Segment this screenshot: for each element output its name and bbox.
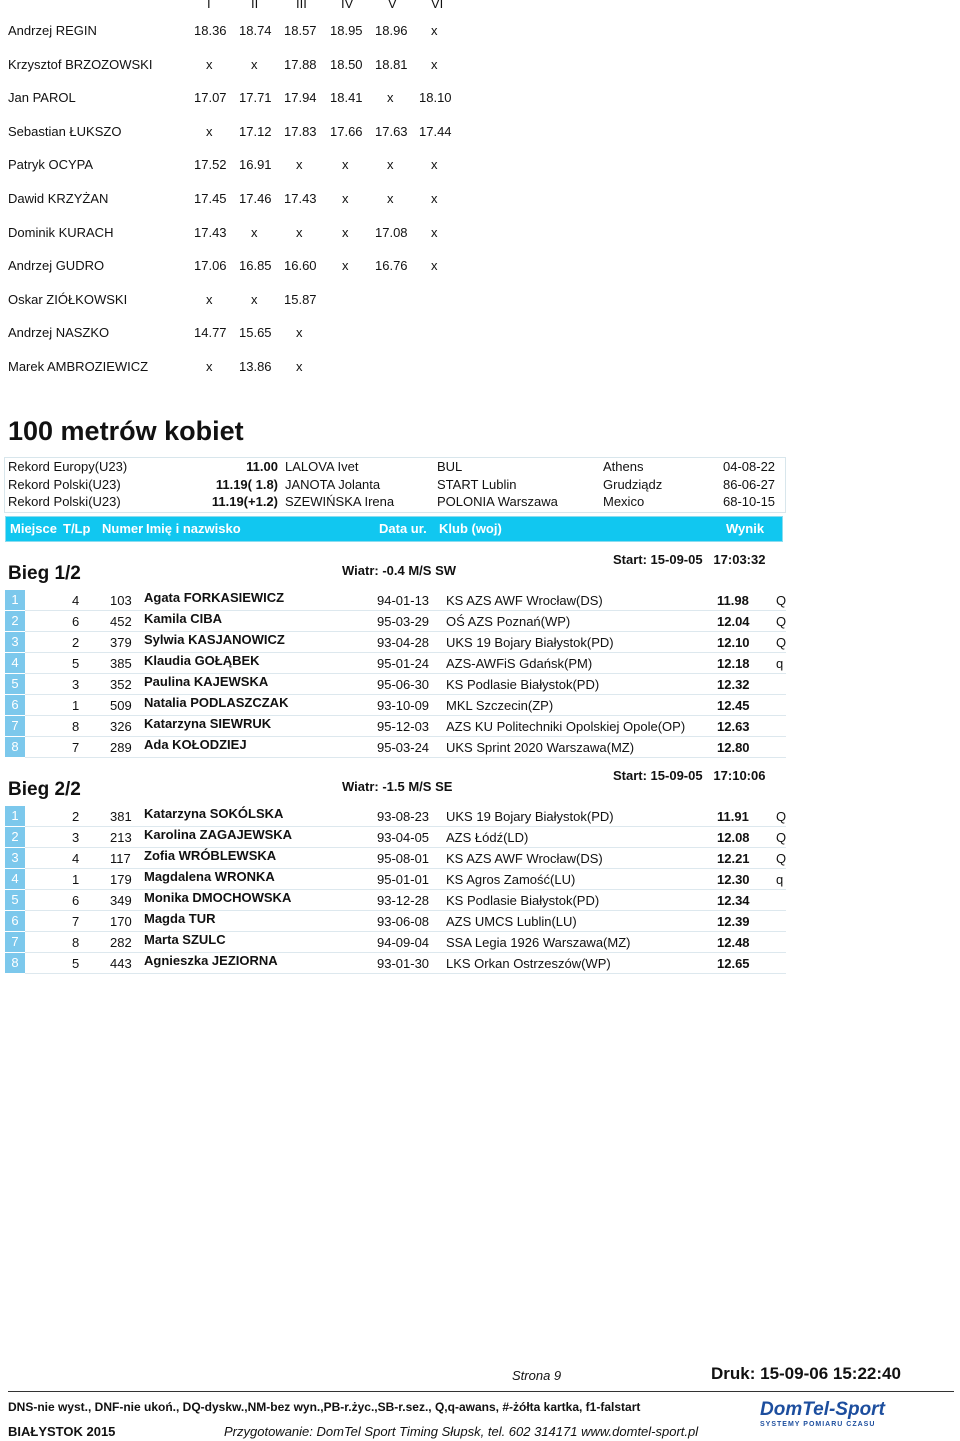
heat-2-title: Bieg 2/2 — [8, 779, 81, 800]
cell-name: Marta SZULC — [144, 932, 226, 947]
table-row — [5, 674, 781, 695]
attempt-row — [0, 292, 480, 312]
attempt-mark: 16.60 — [284, 258, 317, 274]
cell-bib: 282 — [110, 935, 132, 950]
cell-q: Q — [776, 635, 787, 650]
attempt-mark: 18.10 — [419, 90, 452, 106]
cell-result: 12.10 — [717, 635, 750, 650]
cell-name: Agata FORKASIEWICZ — [144, 590, 285, 605]
cell-bib: 509 — [110, 698, 132, 713]
cell-club: KS Podlasie Białystok(PD) — [446, 677, 600, 692]
table-row — [5, 716, 781, 737]
attempt-mark: 17.12 — [239, 123, 272, 139]
heat-2-wind: Wiatr: -1.5 M/S SE — [342, 779, 453, 794]
attempt-mark: x — [431, 258, 438, 274]
attempt-row — [0, 57, 480, 77]
record-date: 04-08-22 — [723, 459, 776, 474]
cell-lane: 8 — [72, 935, 80, 950]
cell-club: SSA Legia 1926 Warszawa(MZ) — [446, 935, 631, 950]
place-cell: 3 — [5, 632, 25, 653]
attempt-mark: x — [387, 157, 394, 173]
record-row — [0, 477, 785, 494]
place-cell: 7 — [5, 716, 25, 737]
cell-name: Magdalena WRONKA — [144, 869, 275, 884]
cell-result: 12.04 — [717, 614, 750, 629]
athlete-name: Sebastian ŁUKSZO — [8, 123, 122, 139]
cell-club: OŚ AZS Poznań(WP) — [446, 614, 571, 629]
record-date: 68-10-15 — [723, 494, 776, 509]
attempt-row — [0, 157, 480, 177]
record-label: Rekord Europy(U23) — [8, 459, 128, 474]
cell-lane: 2 — [72, 809, 80, 824]
attempt-mark: 18.96 — [375, 23, 408, 38]
event-title: 100 metrów kobiet — [8, 416, 244, 446]
attempt-mark: 17.43 — [284, 191, 317, 206]
record-city: Grudziądz — [603, 476, 663, 492]
table-row — [5, 806, 787, 827]
cell-bib: 326 — [110, 719, 132, 734]
place-cell: 7 — [5, 932, 25, 953]
record-mark: 11.00 — [246, 459, 278, 474]
place-cell: 3 — [5, 848, 25, 869]
attempt-mark: x — [251, 56, 258, 72]
col-club: Klub (woj) — [439, 521, 502, 536]
athlete-name: Andrzej NASZKO — [8, 325, 110, 341]
attempt-mark: x — [387, 90, 394, 106]
footer-print: Druk: 15-09-06 15:22:40 — [711, 1364, 901, 1383]
attempt-mark: x — [342, 224, 349, 240]
cell-dob: 95-01-01 — [377, 872, 430, 887]
cell-lane: 3 — [72, 830, 80, 845]
cell-dob: 95-12-03 — [377, 719, 430, 734]
cell-name: Karolina ZAGAJEWSKA — [144, 827, 293, 842]
cell-result: 12.18 — [717, 656, 750, 671]
table-row — [5, 890, 781, 911]
attempt-row — [0, 325, 480, 345]
athlete-name: Andrzej REGIN — [8, 23, 97, 38]
heat-1-wind: Wiatr: -0.4 M/S SW — [342, 563, 457, 578]
col-number: Numer — [102, 521, 144, 536]
record-date: 86-06-27 — [723, 476, 776, 492]
attempt-mark: 17.44 — [419, 123, 452, 139]
attempt-mark: 17.43 — [194, 224, 227, 240]
attempt-mark: x — [431, 56, 438, 72]
cell-name: Natalia PODLASZCZAK — [144, 695, 289, 710]
cell-club: UKS 19 Bojary Białystok(PD) — [446, 635, 614, 650]
cell-name: Klaudia GOŁĄBEK — [144, 653, 260, 668]
table-row — [5, 611, 787, 632]
cell-lane: 6 — [72, 893, 80, 908]
cell-result: 12.45 — [717, 698, 750, 713]
attempt-mark: 16.85 — [239, 258, 272, 274]
cell-dob: 94-01-13 — [377, 593, 430, 608]
athlete-name: Dominik KURACH — [8, 224, 114, 240]
cell-q: Q — [776, 809, 787, 824]
attempts-header — [0, 0, 480, 14]
cell-lane: 3 — [72, 677, 80, 692]
attempt-mark: 18.81 — [375, 56, 408, 72]
attempt-mark: x — [342, 157, 349, 173]
attempt-mark: x — [431, 157, 438, 173]
cell-bib: 381 — [110, 809, 132, 824]
cell-club: KS AZS AWF Wrocław(DS) — [446, 851, 603, 866]
cell-club: UKS 19 Bojary Białystok(PD) — [446, 809, 614, 824]
heat-1-start: Start: 15-09-05 17:03:32 — [613, 552, 766, 567]
table-row — [5, 911, 781, 932]
cell-lane: 1 — [72, 872, 80, 887]
place-cell: 5 — [5, 674, 25, 695]
record-mark: 11.19( 1.8) — [215, 476, 278, 492]
attempt-mark: 18.74 — [239, 23, 272, 38]
attempt-row — [0, 23, 480, 43]
row-divider — [25, 757, 786, 758]
table-row — [5, 632, 787, 653]
cell-bib: 349 — [110, 893, 132, 908]
place-cell: 2 — [5, 611, 25, 632]
cell-bib: 117 — [110, 851, 131, 866]
cell-q: q — [776, 656, 784, 671]
footer-event: BIAŁYSTOK 2015 — [8, 1424, 116, 1439]
cell-result: 12.32 — [717, 677, 750, 692]
attempt-mark: x — [431, 191, 438, 206]
athlete-name: Dawid KRZYŻAN — [8, 191, 109, 206]
cell-bib: 352 — [110, 677, 132, 692]
attempt-mark: x — [296, 325, 303, 341]
cell-dob: 93-10-09 — [377, 698, 430, 713]
record-city: Mexico — [603, 494, 645, 509]
attempt-mark: 16.76 — [375, 258, 408, 274]
athlete-name: Oskar ZIÓŁKOWSKI — [8, 291, 128, 307]
record-name: LALOVA Ivet — [285, 459, 359, 474]
cell-dob: 95-03-29 — [377, 614, 430, 629]
record-mark: 11.19(+1.2) — [211, 494, 278, 509]
attempt-mark: 16.91 — [239, 157, 272, 173]
cell-dob: 95-08-01 — [377, 851, 430, 866]
cell-lane: 7 — [72, 740, 80, 755]
place-cell: 4 — [5, 869, 25, 890]
attempt-mark: x — [251, 224, 258, 240]
place-cell: 1 — [5, 590, 25, 611]
cell-lane: 7 — [72, 914, 80, 929]
place-cell: 1 — [5, 806, 25, 827]
record-city: Athens — [603, 459, 644, 474]
heat-2-start: Start: 15-09-05 17:10:06 — [613, 768, 766, 783]
cell-club: AZS KU Politechniki Opolskiej Opole(OP) — [446, 719, 686, 734]
cell-dob: 93-04-05 — [377, 830, 430, 845]
cell-result: 12.34 — [717, 893, 750, 908]
cell-name: Monika DMOCHOWSKA — [144, 890, 292, 905]
place-cell: 8 — [5, 953, 25, 974]
cell-q: Q — [776, 830, 787, 845]
record-club: BUL — [437, 459, 463, 474]
record-name: JANOTA Jolanta — [285, 476, 381, 492]
attempt-mark: x — [387, 191, 394, 206]
cell-q: q — [776, 872, 784, 887]
table-row — [5, 695, 781, 716]
cell-bib: 213 — [110, 830, 132, 845]
attempt-mark: x — [296, 359, 303, 374]
attempt-mark: 17.45 — [194, 191, 227, 206]
attempt-mark: 17.06 — [194, 258, 227, 274]
attempt-mark: x — [206, 123, 213, 139]
cell-bib: 289 — [110, 740, 132, 755]
attempt-header-1: I — [207, 0, 211, 11]
cell-club: MKL Szczecin(ZP) — [446, 698, 554, 713]
attempt-header-3: III — [296, 0, 307, 11]
cell-result: 12.48 — [717, 935, 750, 950]
place-cell: 8 — [5, 737, 25, 758]
cell-dob: 93-08-23 — [377, 809, 430, 824]
cell-result: 12.39 — [717, 914, 750, 929]
attempt-mark: 17.46 — [239, 191, 272, 206]
place-cell: 2 — [5, 827, 25, 848]
table-row — [5, 932, 781, 953]
cell-dob: 95-01-24 — [377, 656, 430, 671]
cell-club: UKS Sprint 2020 Warszawa(MZ) — [446, 740, 635, 755]
cell-dob: 93-12-28 — [377, 893, 430, 908]
cell-bib: 385 — [110, 656, 132, 671]
cell-dob: 93-04-28 — [377, 635, 430, 650]
cell-club: AZS-AWFiS Gdańsk(PM) — [446, 656, 593, 671]
cell-dob: 93-06-08 — [377, 914, 430, 929]
attempt-header-4: IV — [341, 0, 354, 11]
cell-bib: 379 — [110, 635, 132, 650]
attempt-mark: x — [206, 291, 213, 307]
attempt-mark: 17.52 — [194, 157, 227, 173]
record-club: POLONIA Warszawa — [437, 494, 558, 509]
table-row — [5, 653, 784, 674]
cell-q: Q — [776, 593, 787, 608]
row-divider — [25, 973, 786, 974]
cell-result: 12.63 — [717, 719, 750, 734]
cell-lane: 8 — [72, 719, 80, 734]
cell-club: AZS UMCS Lublin(LU) — [446, 914, 577, 929]
cell-lane: 4 — [72, 851, 80, 866]
logo-main: DomTel-Sport — [760, 1399, 885, 1420]
cell-lane: 1 — [72, 698, 80, 713]
cell-result: 12.30 — [717, 872, 750, 887]
cell-bib: 179 — [110, 872, 132, 887]
col-dob: Data ur. — [379, 521, 427, 536]
footer-legend: DNS-nie wyst., DNF-nie ukoń., DQ-dyskw.,NM-bez wyn.,PB-r.życ.,SB-r.sez., Q,q-awans, #-żółta kartka, f1-falstart — [8, 1400, 641, 1414]
logo-sub: SYSTEMY POMIARU CZASU — [760, 1421, 876, 1428]
attempt-mark: x — [431, 23, 438, 38]
footer-page: Strona 9 — [512, 1368, 562, 1383]
cell-q: Q — [776, 851, 787, 866]
athlete-name: Jan PAROL — [8, 90, 76, 106]
attempt-mark: 17.66 — [330, 123, 363, 139]
cell-dob: 95-03-24 — [377, 740, 430, 755]
attempt-mark: 13.86 — [239, 359, 272, 374]
attempt-mark: 18.57 — [284, 23, 317, 38]
cell-bib: 170 — [110, 914, 132, 929]
footer-divider — [8, 1391, 954, 1392]
cell-lane: 5 — [72, 656, 80, 671]
table-row — [5, 827, 787, 848]
table-row — [5, 737, 781, 758]
place-cell: 6 — [5, 911, 25, 932]
domtel-logo — [760, 1400, 910, 1430]
cell-dob: 93-01-30 — [377, 956, 430, 971]
col-result: Wynik — [726, 521, 765, 536]
cell-name: Magda TUR — [144, 911, 216, 926]
footer-prepared: Przygotowanie: DomTel Sport Timing Słupsk, tel. 602 314171 www.domtel-sport.pl — [224, 1424, 699, 1439]
attempt-mark: x — [251, 291, 258, 307]
col-name: Imię i nazwisko — [146, 521, 241, 536]
attempt-mark: 17.83 — [284, 123, 317, 139]
cell-result: 12.80 — [717, 740, 750, 755]
cell-club: KS Agros Zamość(LU) — [446, 872, 576, 887]
table-row — [5, 869, 784, 890]
attempt-row — [0, 359, 480, 379]
record-club: START Lublin — [437, 476, 517, 492]
attempt-header-5: V — [388, 0, 397, 11]
athlete-name: Marek AMBROZIEWICZ — [8, 359, 149, 374]
cell-bib: 103 — [110, 593, 132, 608]
cell-bib: 452 — [110, 614, 132, 629]
place-cell: 5 — [5, 890, 25, 911]
athlete-name: Krzysztof BRZOZOWSKI — [8, 56, 153, 72]
cell-club: AZS Łódź(LD) — [446, 830, 529, 845]
attempt-mark: 17.88 — [284, 56, 317, 72]
cell-result: 11.98 — [717, 593, 749, 608]
attempt-mark: 15.87 — [284, 291, 317, 307]
attempt-mark: x — [296, 157, 303, 173]
results-column-header — [5, 516, 783, 542]
cell-result: 12.21 — [717, 851, 750, 866]
cell-dob: 95-06-30 — [377, 677, 430, 692]
attempt-mark: x — [206, 56, 213, 72]
attempt-mark: 17.63 — [375, 123, 408, 139]
attempt-row — [0, 225, 480, 245]
record-name: SZEWIŃSKA Irena — [285, 494, 395, 509]
col-lane: T/Lp — [63, 521, 91, 536]
attempt-mark: 15.65 — [239, 325, 272, 341]
heat-1-title: Bieg 1/2 — [8, 563, 81, 584]
attempt-row — [0, 191, 480, 211]
cell-club: KS Podlasie Białystok(PD) — [446, 893, 600, 908]
cell-club: KS AZS AWF Wrocław(DS) — [446, 593, 603, 608]
attempt-mark: 18.41 — [330, 90, 363, 106]
cell-lane: 2 — [72, 635, 80, 650]
cell-bib: 443 — [110, 956, 132, 971]
attempt-row — [0, 124, 480, 144]
attempt-mark: 18.36 — [194, 23, 227, 38]
cell-name: Ada KOŁODZIEJ — [144, 737, 247, 752]
attempt-mark: 18.95 — [330, 23, 363, 38]
athlete-name: Patryk OCYPA — [8, 157, 94, 173]
attempt-mark: x — [342, 258, 349, 274]
attempt-mark: 17.94 — [284, 90, 317, 106]
cell-lane: 6 — [72, 614, 80, 629]
attempt-mark: x — [296, 224, 303, 240]
cell-q: Q — [776, 614, 787, 629]
attempt-mark: x — [342, 191, 349, 206]
attempt-mark: 14.77 — [194, 325, 227, 341]
record-label: Rekord Polski(U23) — [8, 494, 121, 509]
attempt-mark: 17.07 — [194, 90, 227, 106]
cell-name: Kamila CIBA — [144, 611, 223, 626]
cell-result: 11.91 — [717, 809, 749, 824]
attempt-header-2: II — [251, 0, 259, 11]
athlete-name: Andrzej GUDRO — [8, 258, 105, 274]
cell-name: Paulina KAJEWSKA — [144, 674, 269, 689]
attempt-mark: x — [431, 224, 438, 240]
cell-result: 12.65 — [717, 956, 750, 971]
record-label: Rekord Polski(U23) — [8, 476, 121, 492]
cell-club: LKS Orkan Ostrzeszów(WP) — [446, 956, 611, 971]
cell-lane: 5 — [72, 956, 80, 971]
attempt-row — [0, 90, 480, 110]
cell-name: Sylwia KASJANOWICZ — [144, 632, 285, 647]
place-cell: 4 — [5, 653, 25, 674]
cell-dob: 94-09-04 — [377, 935, 430, 950]
attempt-header-6: VI — [431, 0, 444, 11]
cell-name: Zofia WRÓBLEWSKA — [144, 848, 277, 863]
attempt-mark: 17.71 — [239, 90, 272, 106]
cell-name: Agnieszka JEZIORNA — [144, 953, 278, 968]
place-cell: 6 — [5, 695, 25, 716]
cell-result: 12.08 — [717, 830, 750, 845]
attempt-mark: 17.08 — [375, 224, 408, 240]
attempt-mark: 18.50 — [330, 56, 363, 72]
heat-2-results — [5, 806, 787, 974]
table-row — [5, 590, 787, 611]
cell-name: Katarzyna SOKÓLSKA — [144, 806, 284, 821]
cell-name: Katarzyna SIEWRUK — [144, 716, 272, 731]
record-row — [0, 459, 785, 476]
record-row — [0, 494, 785, 511]
heat-1-results — [5, 590, 787, 758]
table-row — [5, 953, 781, 974]
col-place: Miejsce — [10, 521, 57, 536]
cell-lane: 4 — [72, 593, 80, 608]
attempt-row — [0, 258, 480, 278]
table-row — [5, 848, 787, 869]
attempt-mark: x — [206, 359, 213, 374]
